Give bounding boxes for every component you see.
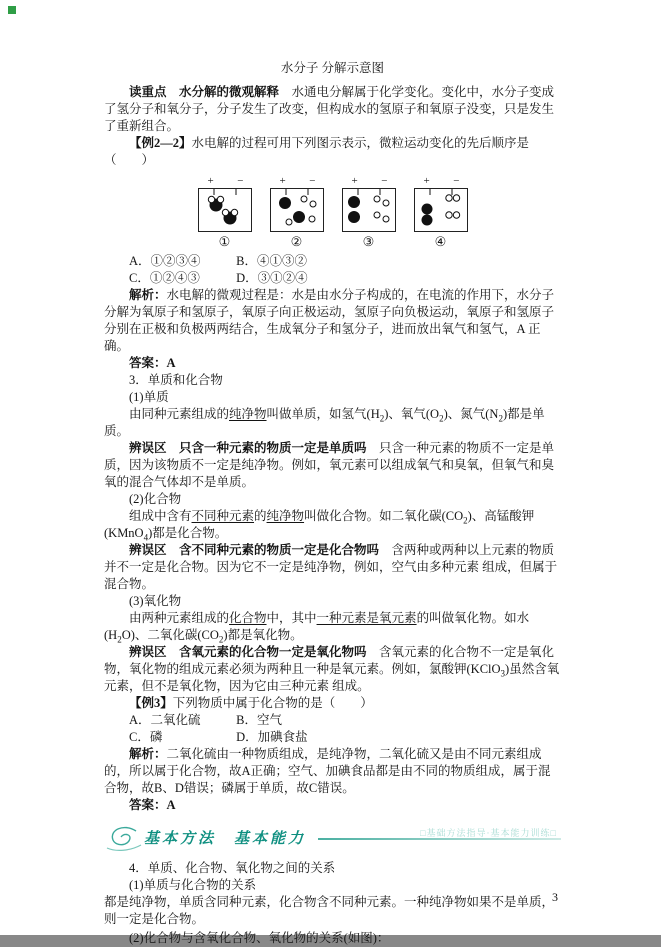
diagram-unit-1: [197, 175, 253, 250]
option-c: C．①②④③: [129, 271, 200, 285]
option-c: C．磷: [129, 730, 163, 744]
misconception-2-paragraph: 辨误区 含不同种元素的物质一定是化合物吗 含两种或两种以上元素的物质并不一定是化合物。因为它不一定是纯净物，例如，空气由多种元素 组成，但属于混合物。: [104, 543, 558, 591]
example-3-answer: 答案：A: [129, 798, 176, 812]
plus-electrode-label: +: [207, 175, 214, 187]
diagram-number-label-1: ①: [218, 234, 231, 249]
molecule-box-2: [270, 188, 324, 232]
decorative-flourish-icon: [104, 826, 142, 852]
option-a: A．①②③④: [129, 254, 201, 268]
section-banner: [104, 826, 561, 852]
example-2-2-options-row-1: [104, 253, 561, 270]
compound-definition-paragraph: 组成中含有不同种元素的纯净物叫做化合物。如二氧化碳$(CO_2)$、高锰酸钾(KMnO$_4$)都是化合物。: [104, 509, 535, 543]
section-4-sub2-heading: (2)化合物与含氧化合物、氧化物的关系(如图)：: [129, 931, 390, 945]
misconception-3-paragraph: 辨误区 含氧元素的化合物一定是氧化物吗 含氧元素的化合物不一定是氧化物，氧化物的组成元素必须为两种且一种是氧元素。例如，氯酸钾(KClO$_3$)虽然含氧元素，但不是氧化物，因为它由三种元素 组成。: [104, 645, 560, 693]
example-2-2-question: 【例2—2】水电解的过程可用下列图示表示，微粒运动变化的先后顺序是（ ）: [104, 136, 530, 167]
diagram-unit-4: [413, 175, 469, 250]
plus-electrode-label: +: [279, 175, 286, 187]
key-point-paragraph: 读重点 水分解的微观解释 水通电分解属于化学变化。变化中，水分子变成了氢分子和氧分子，分子发生了改变，但构成水的氢原子和氧原子没变，只是发生了重新组合。: [104, 85, 555, 133]
minus-electrode-label: −: [237, 175, 244, 187]
section-3-sub1-heading: (1)单质: [129, 390, 169, 404]
page-title: 水分子 分解示意图: [280, 61, 385, 75]
option-d: D．加碘食盐: [236, 730, 308, 744]
example-3-question: 【例3】下列物质中属于化合物的是（ ）: [129, 696, 373, 710]
diagram-number-label-4: ④: [434, 234, 447, 249]
section-4-heading: 4．单质、化合物、氧化物之间的关系: [129, 861, 336, 875]
molecule-box-4: [414, 188, 468, 232]
section-3-sub2-heading: (2)化合物: [129, 492, 182, 506]
banner-subtitle: □基础方法指导·基本能力训练□: [420, 828, 557, 838]
option-b: B．空气: [236, 713, 282, 727]
electrode-labels: [341, 175, 397, 188]
electrode-labels: [197, 175, 253, 188]
example-2-2-analysis: 解析：水电解的微观过程是：水是由水分子构成的，在电流的作用下，水分子分解为氧原子和氢原子，氧原子向正极运动，氢原子向负极运动，氧原子和氢原子分别在正极和负极两两结合，生成氧分子和氢分子，进而放出氧气和氢气，A 正确。: [104, 288, 555, 353]
plus-electrode-label: +: [351, 175, 358, 187]
option-a: A．二氧化硫: [129, 713, 201, 727]
section-3-heading: 3．单质和化合物: [129, 373, 223, 387]
diagram-unit-2: [269, 175, 325, 250]
diagram-number-label-2: ②: [290, 234, 303, 249]
diagram-unit-3: [341, 175, 397, 250]
example-3-analysis: 解析：二氧化硫由一种物质组成，是纯净物，二氧化硫又是由不同元素组成的，所以属于化合物，故A正确；空气、加碘食品都是由不同的物质组成，属于混合物，故B、D错误；磷属于单质，故C错误。: [104, 747, 551, 795]
banner-title: 基本方法 基本能力: [144, 830, 307, 847]
section-4-sub1-heading: (1)单质与化合物的关系: [129, 878, 257, 892]
element-definition-paragraph: 由同种元素组成的纯净物叫做单质，如氢气$(H_2)$、氧气$(O_2)$、氮气$(N_2)$都是单质。: [104, 407, 545, 438]
plus-electrode-label: +: [423, 175, 430, 187]
minus-electrode-label: −: [309, 175, 316, 187]
molecule-box-1: [198, 188, 252, 232]
example-2-2-options-row-2: [104, 270, 561, 287]
minus-electrode-label: −: [381, 175, 388, 187]
electrode-labels: [413, 175, 469, 188]
example-3-options-row-2: [104, 729, 561, 746]
section-4-text: 都是纯净物，单质含同种元素，化合物含不同种元素。一种纯净物如果不是单质，则一定是化合物。: [104, 895, 555, 926]
page-number: 3: [552, 890, 558, 904]
diagram-number-label-3: ③: [362, 234, 375, 249]
minus-electrode-label: −: [453, 175, 460, 187]
option-d: D．③①②④: [236, 271, 308, 285]
electrolysis-diagram: [104, 175, 561, 250]
option-b: B．④①③②: [236, 254, 307, 268]
oxide-definition-paragraph: 由两种元素组成的化合物中，其中一种元素是氧元素的叫做氧化物。如水$(H_2O)$、二氧化碳$(CO_2)$都是氧化物。: [104, 611, 530, 645]
molecule-box-3: [342, 188, 396, 232]
electrode-labels: [269, 175, 325, 188]
example-2-2-answer: 答案：A: [129, 356, 176, 370]
section-3-sub3-heading: (3)氧化物: [129, 594, 182, 608]
example-3-options-row-1: [104, 712, 561, 729]
corner-mark: [8, 6, 16, 14]
banner-divider: [318, 828, 561, 840]
misconception-1-paragraph: 辨误区 只含一种元素的物质一定是单质吗 只含一种元素的物质不一定是单质，因为该物质不一定是纯净物。例如，氧元素可以组成氧气和臭氧，但氧气和臭氧的混合气体却不是单质。: [104, 441, 555, 489]
